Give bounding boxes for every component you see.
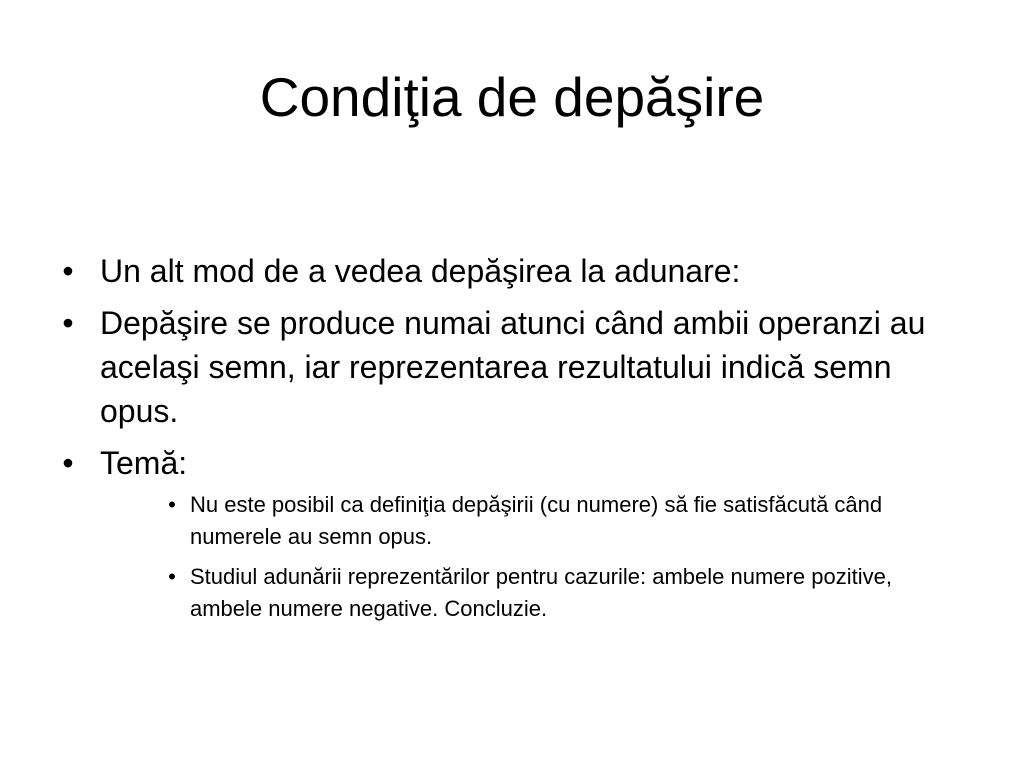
slide-title: Condiţia de depăşire (259, 66, 765, 128)
bullet-text: Temă: (100, 445, 188, 481)
bullet-text: Depăşire se produce numai atunci când ambii operanzi au acelaşi semn, iar reprezentarea rezultatului indică semn opus. (100, 305, 926, 429)
sub-bullet-marker: • (168, 564, 176, 589)
sub-bullet-marker: • (168, 492, 176, 517)
sub-bullet-list (100, 489, 956, 625)
sub-bullet-text: Studiul adunării reprezentărilor pentru cazurile: ambele numere pozitive, ambele numere negative. Concluzie. (190, 564, 892, 621)
sub-bullet-text: Nu este posibil ca definiţia depăşirii (cu numere) să fie satisfăcută când numerele au semn opus. (190, 492, 883, 549)
bullet-item (56, 441, 956, 625)
sub-bullet-item (164, 489, 956, 553)
bullet-marker: • (62, 253, 74, 289)
bullet-list (56, 249, 956, 633)
bullet-item (56, 301, 956, 433)
sub-bullet-item (164, 561, 956, 625)
bullet-text: Un alt mod de a vedea depăşirea la adunare: (100, 253, 741, 289)
bullet-item (56, 249, 956, 293)
bullet-marker: • (62, 305, 74, 341)
bullet-marker: • (62, 445, 74, 481)
